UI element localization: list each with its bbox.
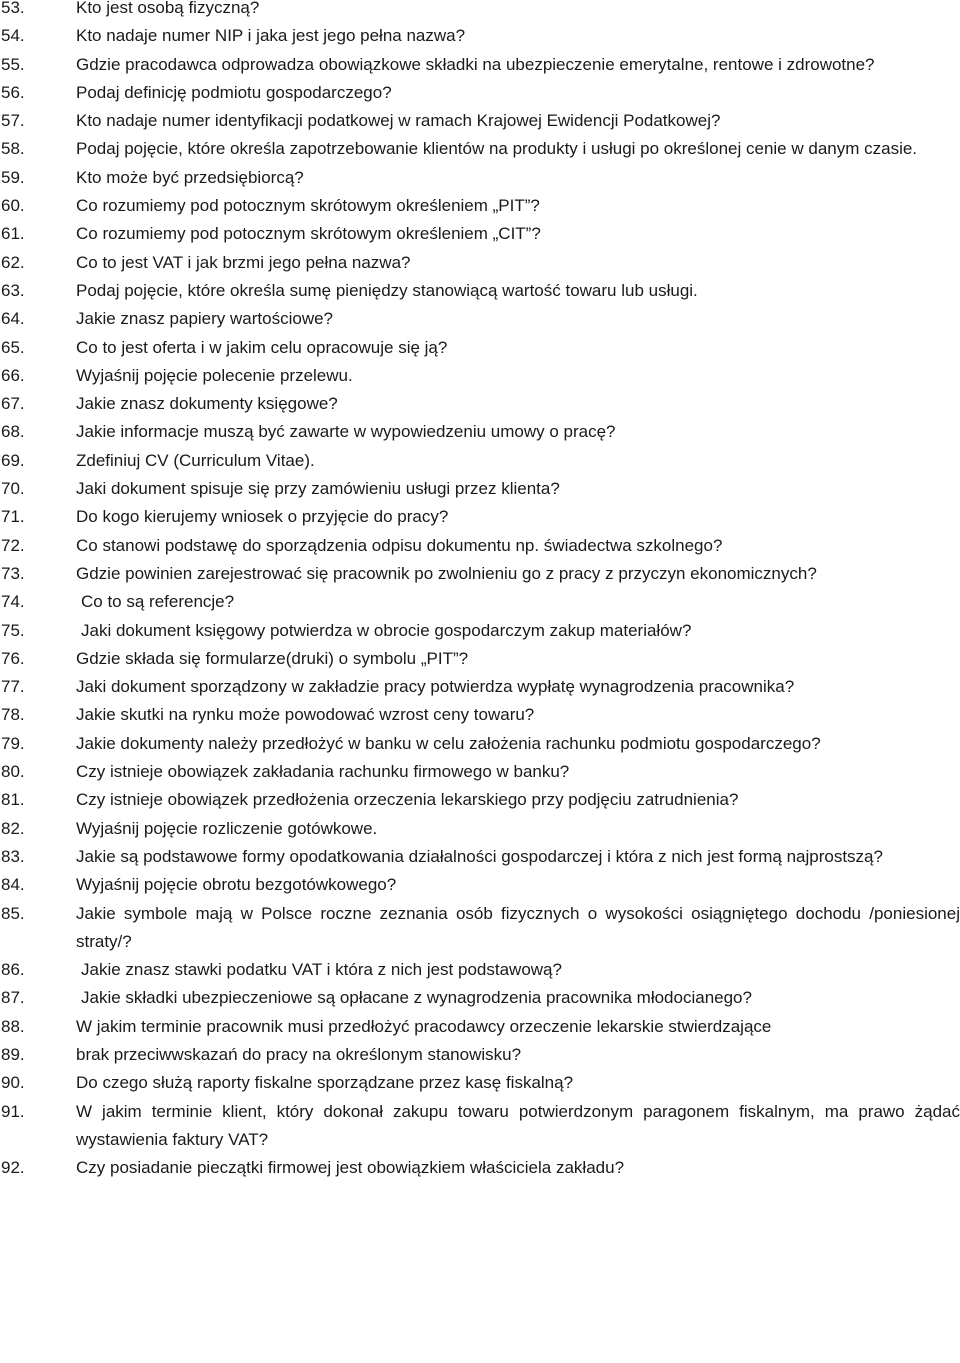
- question-number: 61.: [1, 224, 25, 244]
- question-number: 60.: [1, 196, 25, 216]
- question-text: Wyjaśnij pojęcie obrotu bezgotówkowego?: [76, 875, 397, 895]
- question-text: Co to są referencje?: [81, 592, 235, 612]
- question-text: Co rozumiemy pod potocznym skrótowym określeniem „PIT”?: [76, 196, 540, 216]
- question-item: [0, 701, 960, 729]
- question-item: [0, 815, 960, 843]
- question-number: 78.: [1, 705, 25, 725]
- question-text: Czy istnieje obowiązek przedłożenia orzeczenia lekarskiego przy podjęciu zatrudnienia?: [76, 790, 739, 810]
- question-item: [0, 984, 960, 1012]
- question-number: 84.: [1, 875, 25, 895]
- question-item: [0, 135, 960, 163]
- question-item: [0, 560, 960, 588]
- question-number: 77.: [1, 677, 25, 697]
- question-text: Jakie dokumenty należy przedłożyć w banku w celu założenia rachunku podmiotu gospodarczego?: [76, 733, 821, 753]
- question-item: [0, 956, 960, 984]
- question-text: Jakie informacje muszą być zawarte w wypowiedzeniu umowy o pracę?: [76, 422, 616, 442]
- question-text: Co to jest VAT i jak brzmi jego pełna nazwa?: [76, 252, 411, 272]
- question-item: [0, 673, 960, 701]
- question-item: [0, 164, 960, 192]
- question-number: 67.: [1, 394, 25, 414]
- question-text: W jakim terminie pracownik musi przedłożyć pracodawcy orzeczenie lekarskie stwierdzające: [76, 1016, 772, 1036]
- question-item: [0, 758, 960, 786]
- question-item: [0, 220, 960, 248]
- question-item: [0, 447, 960, 475]
- question-number: 66.: [1, 365, 25, 385]
- question-text: Do czego służą raporty fiskalne sporządzane przez kasę fiskalną?: [76, 1073, 574, 1093]
- question-text: Co rozumiemy pod potocznym skrótowym określeniem „CIT”?: [76, 224, 541, 244]
- question-text: Jakie znasz dokumenty księgowe?: [76, 394, 338, 414]
- question-number: 80.: [1, 762, 25, 782]
- question-number: 68.: [1, 422, 25, 442]
- question-text: Gdzie składa się formularze(druki) o symbolu „PIT”?: [76, 648, 469, 668]
- question-text: Wyjaśnij pojęcie polecenie przelewu.: [76, 365, 353, 385]
- question-number: 71.: [1, 507, 25, 527]
- question-text: Jakie znasz papiery wartościowe?: [76, 309, 334, 329]
- question-item: [0, 1069, 960, 1097]
- question-number: 88.: [1, 1016, 25, 1036]
- question-item: [0, 475, 960, 503]
- question-item: [0, 645, 960, 673]
- question-number: 90.: [1, 1073, 25, 1093]
- question-text: Jaki dokument księgowy potwierdza w obrocie gospodarczym zakup materiałów?: [81, 620, 692, 640]
- question-text: Kto nadaje numer identyfikacji podatkowej w ramach Krajowej Ewidencji Podatkowej?: [76, 111, 721, 131]
- question-text: Jakie składki ubezpieczeniowe są opłacane z wynagrodzenia pracownika młodocianego?: [81, 988, 752, 1008]
- question-number: 92.: [1, 1158, 25, 1178]
- question-number: 81.: [1, 790, 25, 810]
- question-text: Podaj pojęcie, które określa sumę pieniędzy stanowiącą wartość towaru lub usługi.: [76, 280, 698, 300]
- question-number: 89.: [1, 1044, 25, 1064]
- question-text: W jakim terminie klient, który dokonał zakupu towaru potwierdzonym paragonem fiskalnym, ma prawo żądać wystawienia faktury VAT?: [76, 1101, 960, 1149]
- question-text: Wyjaśnij pojęcie rozliczenie gotówkowe.: [76, 818, 378, 838]
- question-number: 69.: [1, 450, 25, 470]
- question-item: [0, 843, 960, 871]
- question-item: [0, 503, 960, 531]
- question-text: Kto jest osobą fizyczną?: [76, 0, 260, 17]
- question-text: Co stanowi podstawę do sporządzenia odpisu dokumentu np. świadectwa szkolnego?: [76, 535, 723, 555]
- question-number: 73.: [1, 563, 25, 583]
- question-text: Zdefiniuj CV (Curriculum Vitae).: [76, 450, 315, 470]
- question-number: 83.: [1, 846, 25, 866]
- question-text: Kto może być przedsiębiorcą?: [76, 167, 304, 187]
- question-item: [0, 249, 960, 277]
- question-text: Podaj definicję podmiotu gospodarczego?: [76, 82, 392, 102]
- question-number: 74.: [1, 592, 25, 612]
- question-number: 82.: [1, 818, 25, 838]
- question-text: Do kogo kierujemy wniosek o przyjęcie do pracy?: [76, 507, 449, 527]
- question-number: 54.: [1, 26, 25, 46]
- question-item: [0, 1098, 960, 1155]
- question-number: 57.: [1, 111, 25, 131]
- question-item: [0, 617, 960, 645]
- question-item: [0, 871, 960, 899]
- question-text: Czy istnieje obowiązek zakładania rachunku firmowego w banku?: [76, 762, 570, 782]
- question-item: [0, 107, 960, 135]
- question-item: [0, 51, 960, 79]
- question-number: 87.: [1, 988, 25, 1008]
- question-item: [0, 79, 960, 107]
- question-text: Jaki dokument sporządzony w zakładzie pracy potwierdza wypłatę wynagrodzenia pracownika?: [76, 677, 795, 697]
- question-number: 58.: [1, 139, 25, 159]
- question-number: 55.: [1, 54, 25, 74]
- question-item: [0, 786, 960, 814]
- question-text: Jaki dokument spisuje się przy zamówieniu usługi przez klienta?: [76, 479, 560, 499]
- question-text: Jakie są podstawowe formy opodatkowania działalności gospodarczej i która z nich jest formą najprostszą?: [76, 846, 883, 866]
- question-text: Czy posiadanie pieczątki firmowej jest obowiązkiem właściciela zakładu?: [76, 1158, 625, 1178]
- question-number: 65.: [1, 337, 25, 357]
- question-item: [0, 900, 960, 957]
- question-number: 85.: [1, 903, 25, 923]
- question-text: Kto nadaje numer NIP i jaka jest jego pełna nazwa?: [76, 26, 466, 46]
- question-number: 86.: [1, 960, 25, 980]
- question-text: Jakie symbole mają w Polsce roczne zeznania osób fizycznych o wysokości osiągniętego dochodu /poniesionej straty/?: [76, 903, 960, 951]
- question-item: [0, 22, 960, 50]
- question-item: [0, 277, 960, 305]
- question-number: 72.: [1, 535, 25, 555]
- question-item: [0, 0, 960, 22]
- question-text: Podaj pojęcie, które określa zapotrzebowanie klientów na produkty i usługi po określonej cenie w danym czasie.: [76, 139, 918, 159]
- question-text: Jakie skutki na rynku może powodować wzrost ceny towaru?: [76, 705, 535, 725]
- question-item: [0, 532, 960, 560]
- question-number: 75.: [1, 620, 25, 640]
- question-item: [0, 334, 960, 362]
- question-text: brak przeciwwskazań do pracy na określonym stanowisku?: [76, 1044, 522, 1064]
- question-item: [0, 362, 960, 390]
- question-item: [0, 1013, 960, 1041]
- question-item: [0, 305, 960, 333]
- question-item: [0, 418, 960, 446]
- question-item: [0, 730, 960, 758]
- question-number: 70.: [1, 479, 25, 499]
- question-number: 53.: [1, 0, 25, 17]
- question-number: 79.: [1, 733, 25, 753]
- question-item: [0, 192, 960, 220]
- question-item: [0, 588, 960, 616]
- question-text: Gdzie powinien zarejestrować się pracownik po zwolnieniu go z pracy z przyczyn ekonomicznych?: [76, 563, 817, 583]
- question-text: Jakie znasz stawki podatku VAT i która z nich jest podstawową?: [81, 960, 562, 980]
- question-item: [0, 390, 960, 418]
- question-number: 63.: [1, 280, 25, 300]
- question-item: [0, 1041, 960, 1069]
- question-number: 56.: [1, 82, 25, 102]
- question-text: Co to jest oferta i w jakim celu opracowuje się ją?: [76, 337, 448, 357]
- question-number: 76.: [1, 648, 25, 668]
- question-number: 64.: [1, 309, 25, 329]
- question-number: 91.: [1, 1101, 25, 1121]
- question-number: 62.: [1, 252, 25, 272]
- question-number: 59.: [1, 167, 25, 187]
- question-item: [0, 1154, 960, 1182]
- question-text: Gdzie pracodawca odprowadza obowiązkowe składki na ubezpieczenie emerytalne, rentowe i zdrowotne?: [76, 54, 875, 74]
